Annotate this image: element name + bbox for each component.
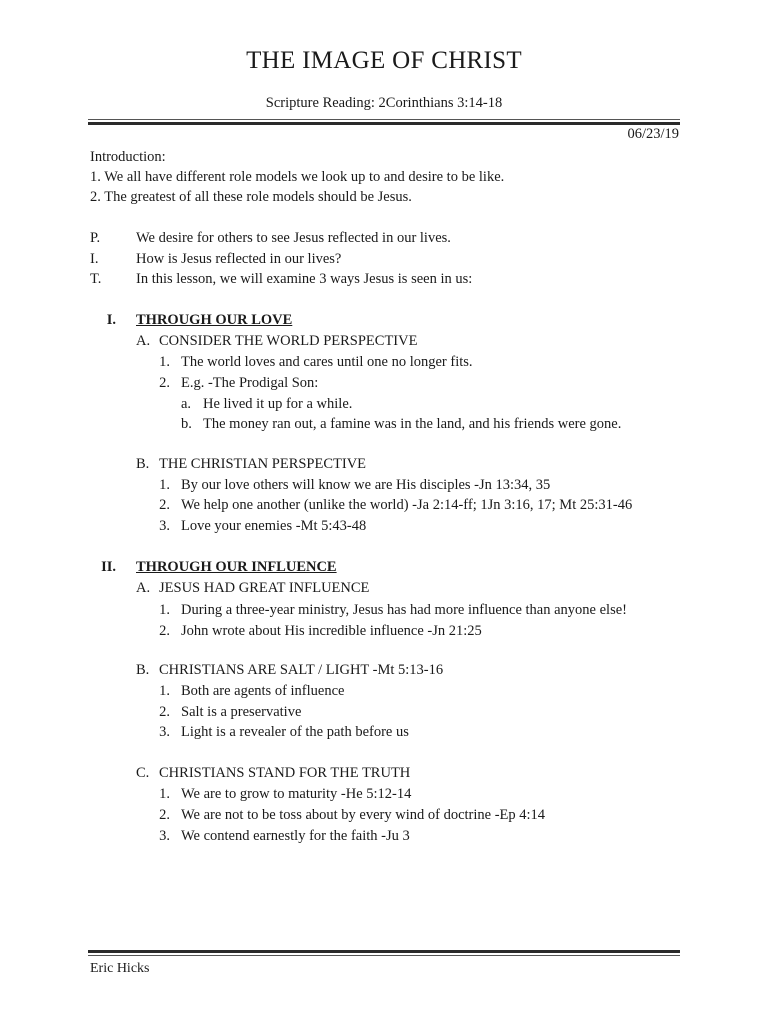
point-label: 1. <box>159 354 170 370</box>
pit-label: I. <box>90 251 99 267</box>
subsection-label: C. <box>136 765 150 781</box>
point-text: During a three-year ministry, Jesus has had more influence than anyone else! <box>181 602 627 618</box>
pit-label: P. <box>90 230 101 246</box>
pit-label: T. <box>90 271 102 287</box>
point-label: 3. <box>159 724 170 740</box>
introduction-heading: Introduction: <box>90 149 166 165</box>
pit-text: In this lesson, we will examine 3 ways Jesus is seen in us: <box>136 271 473 287</box>
point-text: E.g. -The Prodigal Son: <box>181 375 319 391</box>
subsection-title: CHRISTIANS STAND FOR THE TRUTH <box>159 765 411 781</box>
point-label: 1. <box>159 786 170 802</box>
point-label: 3. <box>159 828 170 844</box>
lesson-date: 06/23/19 <box>627 126 679 142</box>
header-rule <box>88 119 680 125</box>
subsection-title: JESUS HAD GREAT INFLUENCE <box>159 580 370 596</box>
introduction-line: 2. The greatest of all these role models should be Jesus. <box>90 189 412 205</box>
subsection-label: B. <box>136 662 150 678</box>
subpoint-text: The money ran out, a famine was in the land, and his friends were gone. <box>203 416 622 432</box>
point-label: 1. <box>159 683 170 699</box>
point-text: We are to grow to maturity -He 5:12-14 <box>181 786 412 802</box>
point-label: 2. <box>159 704 170 720</box>
point-label: 2. <box>159 623 170 639</box>
point-text: Both are agents of influence <box>181 683 345 699</box>
scripture-reading: Scripture Reading: 2Corinthians 3:14-18 <box>265 95 503 111</box>
point-label: 3. <box>159 518 170 534</box>
subsection-title: CHRISTIANS ARE SALT / LIGHT -Mt 5:13-16 <box>159 662 444 678</box>
point-text: Salt is a preservative <box>181 704 302 720</box>
section-title: THROUGH OUR LOVE <box>136 312 293 328</box>
point-text: John wrote about His incredible influence -Jn 21:25 <box>181 623 482 639</box>
point-text: We contend earnestly for the faith -Ju 3 <box>181 828 410 844</box>
section-numeral: I. <box>106 312 116 328</box>
point-label: 2. <box>159 807 170 823</box>
point-label: 2. <box>159 375 170 391</box>
subsection-label: A. <box>136 333 151 349</box>
subpoint-label: b. <box>181 416 192 432</box>
point-text: We help one another (unlike the world) -Ja 2:14-ff; 1Jn 3:16, 17; Mt 25:31-46 <box>181 497 633 513</box>
subsection-title: CONSIDER THE WORLD PERSPECTIVE <box>159 333 418 349</box>
subsection-title: THE CHRISTIAN PERSPECTIVE <box>159 456 367 472</box>
point-text: The world loves and cares until one no longer fits. <box>181 354 473 370</box>
author-name: Eric Hicks <box>90 961 150 976</box>
subsection-label: A. <box>136 580 151 596</box>
point-label: 2. <box>159 497 170 513</box>
footer-rule <box>88 950 680 956</box>
subpoint-text: He lived it up for a while. <box>203 396 353 412</box>
point-label: 1. <box>159 477 170 493</box>
point-text: By our love others will know we are His disciples -Jn 13:34, 35 <box>181 477 551 493</box>
introduction-line: 1. We all have different role models we look up to and desire to be like. <box>90 169 505 185</box>
subsection-label: B. <box>136 456 150 472</box>
page-title: THE IMAGE OF CHRIST <box>246 47 522 74</box>
point-text: We are not to be toss about by every wind of doctrine -Ep 4:14 <box>181 807 546 823</box>
pit-text: We desire for others to see Jesus reflected in our lives. <box>136 230 451 246</box>
section-title: THROUGH OUR INFLUENCE <box>136 559 337 575</box>
point-label: 1. <box>159 602 170 618</box>
point-text: Light is a revealer of the path before us <box>181 724 409 740</box>
pit-text: How is Jesus reflected in our lives? <box>136 251 342 267</box>
point-text: Love your enemies -Mt 5:43-48 <box>181 518 367 534</box>
subpoint-label: a. <box>181 396 192 412</box>
section-numeral: II. <box>101 559 116 575</box>
